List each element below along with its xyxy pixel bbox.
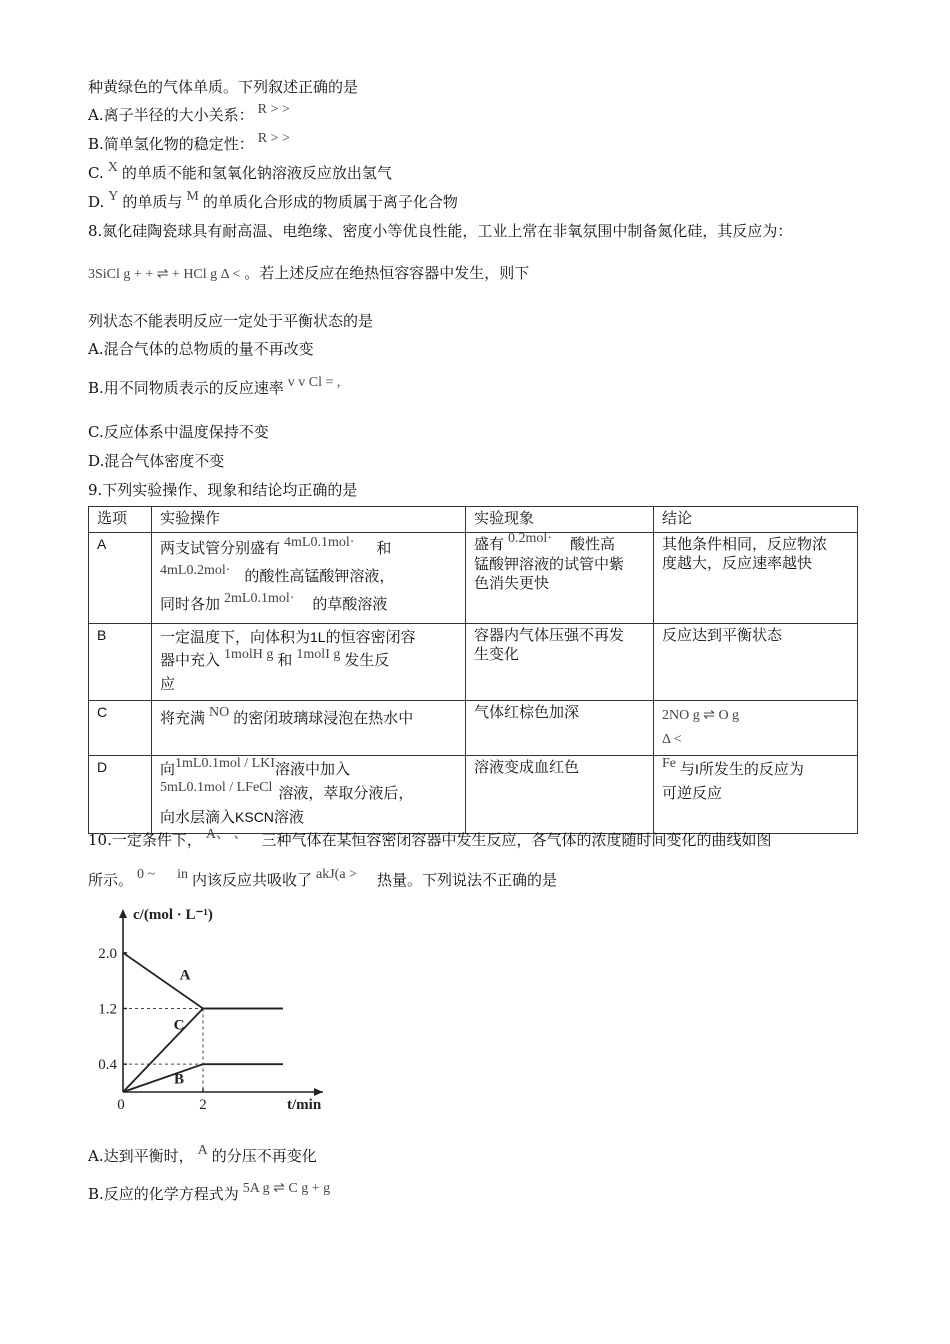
y-tick-label: 1.2 xyxy=(98,1001,117,1018)
q10-a-pre: A.达到平衡时， xyxy=(88,1147,194,1165)
cell-text: 器中充入 xyxy=(160,651,221,669)
q10-a-post: 的分压不再变化 xyxy=(211,1147,317,1165)
q10-b-text: B.反应的化学方程式为 xyxy=(88,1185,239,1203)
q10-stem2-f3: akJ(a > xyxy=(316,867,357,882)
q8-option-c: C.反应体系中温度保持不变 xyxy=(88,423,269,441)
x-axis-arrow xyxy=(314,1088,323,1096)
x-tick-label: 2 xyxy=(199,1097,207,1113)
row-b-operation xyxy=(152,624,466,701)
cell-text: 向水层滴入 xyxy=(160,808,236,826)
cell-formula: 1molI g xyxy=(296,647,341,662)
q10-stem xyxy=(88,827,772,852)
q10-stem2-pre: 所示。 xyxy=(88,871,134,889)
q7-d-sym2: M xyxy=(186,189,199,204)
cell-text: 色消失更快 xyxy=(474,574,550,592)
q7-option-b xyxy=(88,131,294,156)
q10-stem2-f2: in xyxy=(177,867,188,882)
cell-text: 发生反 xyxy=(344,651,390,669)
series-label-B: B xyxy=(173,1071,185,1088)
row-c-option: C xyxy=(89,701,152,756)
q8-option-a: A.混合气体的总物质的量不再改变 xyxy=(88,340,314,358)
series-line-A xyxy=(123,953,283,1009)
row-a-phenomenon xyxy=(466,533,654,624)
cell-text: 的恒容密闭容 xyxy=(325,628,416,646)
row-d-conclusion xyxy=(654,756,858,834)
x-axis-label: t/min xyxy=(287,1097,322,1113)
cell-text: 溶液中加入 xyxy=(274,760,350,778)
q7-c-pre: C. xyxy=(88,164,104,182)
q7-c-text: 的单质不能和氢氧化钠溶液反应放出氢气 xyxy=(121,164,392,182)
cell-text: 向 xyxy=(160,760,176,778)
cell-formula: 4mL0.2mol· xyxy=(160,563,231,578)
q7-option-a xyxy=(88,102,294,127)
q7-a-text: A.离子半径的大小关系： xyxy=(88,106,254,124)
q10-stem2 xyxy=(88,867,557,892)
cell-text: 同时各加 xyxy=(160,595,221,613)
row-c-conclusion xyxy=(654,701,858,756)
q9-stem: 9.下列实验操作、现象和结论均正确的是 xyxy=(88,481,358,499)
table-row xyxy=(89,624,858,701)
q7-b-formula: R > > xyxy=(257,131,290,146)
cell-text: 可逆反应 xyxy=(662,784,723,802)
origin-label: 0 xyxy=(117,1097,125,1113)
y-axis-label: c/(mol · L⁻¹) xyxy=(133,907,213,923)
table-row xyxy=(89,756,858,834)
row-d-operation xyxy=(152,756,466,834)
header-operation: 实验操作 xyxy=(152,507,466,533)
q7-c-sym: X xyxy=(107,160,118,175)
cell-text: 应 xyxy=(160,675,176,693)
q8-equation-cont: 。若上述反应在绝热恒容容器中发生，则下 xyxy=(244,264,530,282)
row-b-option: B xyxy=(89,624,152,701)
cell-text: 其他条件相同，反应物浓 xyxy=(662,535,828,553)
q7-b-text: B.简单氢化物的稳定性： xyxy=(88,135,254,153)
y-tick-label: 0.4 xyxy=(98,1057,117,1074)
q10-stem2-f1: 0 ~ xyxy=(137,867,156,882)
cell-text: 酸性高 xyxy=(569,535,615,553)
row-a-option: A xyxy=(89,533,152,624)
q10-b-formula: 5A g ⇌ C g + g xyxy=(242,1181,331,1196)
q10-option-a xyxy=(88,1143,317,1168)
table-row xyxy=(89,701,858,756)
q8-b-formula: v v Cl = , xyxy=(287,375,341,390)
q10-stem2-mid: 内该反应共吸收了 xyxy=(191,871,312,889)
experiment-table xyxy=(88,506,858,834)
q10-stem-post: 三种气体在某恒容密闭容器中发生反应，各气体的浓度随时间变化的曲线如图 xyxy=(261,831,772,849)
q7-option-d xyxy=(88,189,458,214)
cell-text: 溶液 xyxy=(273,808,304,826)
cell-text: 1L xyxy=(310,629,326,645)
q10-stem2-post: 热量。下列说法不正确的是 xyxy=(376,871,557,889)
q10-stem-sym: A、 、 xyxy=(205,827,248,842)
cell-formula: Fe xyxy=(662,756,676,771)
q10-option-b xyxy=(88,1181,334,1206)
cell-text: KSCN xyxy=(235,809,274,825)
q7-d-mid: 的单质与 xyxy=(122,193,183,211)
q8-equation-line xyxy=(88,263,529,285)
cell-text: 与 xyxy=(680,760,696,778)
row-d-option: D xyxy=(89,756,152,834)
cell-text: 容器内气体压强不再发 xyxy=(474,626,625,644)
cell-formula: 1mL0.1mol / LKI xyxy=(175,756,275,771)
row-b-conclusion: 反应达到平衡状态 xyxy=(654,624,858,701)
cell-text: 将充满 xyxy=(160,709,206,727)
q8-option-b xyxy=(88,375,344,400)
q10-stem-pre: 10.一定条件下， xyxy=(88,831,202,849)
cell-text: 的密闭玻璃球浸泡在热水中 xyxy=(233,709,414,727)
row-a-conclusion xyxy=(654,533,858,624)
q8-b-text: B.用不同物质表示的反应速率 xyxy=(88,379,284,397)
q8-option-d: D.混合气体密度不变 xyxy=(88,452,225,470)
cell-formula: 2mL0.1mol· xyxy=(224,591,295,606)
q7-tail: 种黄绿色的气体单质。下列叙述正确的是 xyxy=(88,78,359,96)
cell-text: 和 xyxy=(376,539,392,557)
q7-option-c xyxy=(88,160,392,185)
q7-d-sym1: Y xyxy=(108,189,119,204)
cell-formula: NO xyxy=(209,705,230,720)
row-a-operation xyxy=(152,533,466,624)
header-phenomenon: 实验现象 xyxy=(466,507,654,533)
row-b-phenomenon xyxy=(466,624,654,701)
row-d-phenomenon: 溶液变成血红色 xyxy=(466,756,654,834)
cell-formula: 2NO g ⇌ O g xyxy=(662,708,740,723)
cell-formula: 5mL0.1mol / LFeCl xyxy=(160,780,273,795)
row-c-operation xyxy=(152,701,466,756)
q8-stem2: 列状态不能表明反应一定处于平衡状态的是 xyxy=(88,312,374,330)
q10-a-sym: A xyxy=(197,1143,208,1158)
cell-formula: Δ < xyxy=(662,732,682,747)
concentration-time-chart xyxy=(85,905,345,1120)
cell-text: I xyxy=(695,761,699,777)
q7-d-text: 的单质化合形成的物质属于离子化合物 xyxy=(202,193,458,211)
cell-text: 一定温度下，向体积为 xyxy=(160,628,311,646)
cell-text: 溶液，萃取分液后， xyxy=(278,784,414,802)
series-label-C: C xyxy=(173,1017,185,1034)
q7-a-formula: R > > xyxy=(257,102,290,117)
table-header-row xyxy=(89,507,858,533)
cell-text: 锰酸钾溶液的试管中紫 xyxy=(474,555,625,573)
q7-d-pre: D. xyxy=(88,193,105,211)
cell-text: 盛有 xyxy=(474,535,505,553)
cell-text: 度越大，反应速率越快 xyxy=(662,554,813,572)
y-axis-arrow xyxy=(119,909,127,918)
header-option: 选项 xyxy=(89,507,152,533)
row-c-phenomenon: 气体红棕色加深 xyxy=(466,701,654,756)
q8-stem: 8.氮化硅陶瓷球具有耐高温、电绝缘、密度小等优良性能，工业上常在非氧氛围中制备氮化硅，其反应为： xyxy=(88,222,793,240)
series-label-A: A xyxy=(179,967,191,984)
header-conclusion: 结论 xyxy=(654,507,858,533)
y-tick-label: 2.0 xyxy=(98,945,117,962)
cell-formula: 1molH g xyxy=(224,647,274,662)
cell-formula: 4mL0.1mol· xyxy=(284,535,355,550)
q8-equation: 3SiCl g + + ⇌ + HCl g Δ < xyxy=(88,267,241,282)
cell-text: 所发生的反应为 xyxy=(698,760,804,778)
cell-text: 的酸性高锰酸钾溶液， xyxy=(244,567,395,585)
cell-text: 的草酸溶液 xyxy=(312,595,388,613)
table-row xyxy=(89,533,858,624)
cell-text: 生变化 xyxy=(474,645,520,663)
cell-text: 两支试管分别盛有 xyxy=(160,539,281,557)
cell-text: 和 xyxy=(277,651,293,669)
cell-formula: 0.2mol· xyxy=(508,531,552,546)
